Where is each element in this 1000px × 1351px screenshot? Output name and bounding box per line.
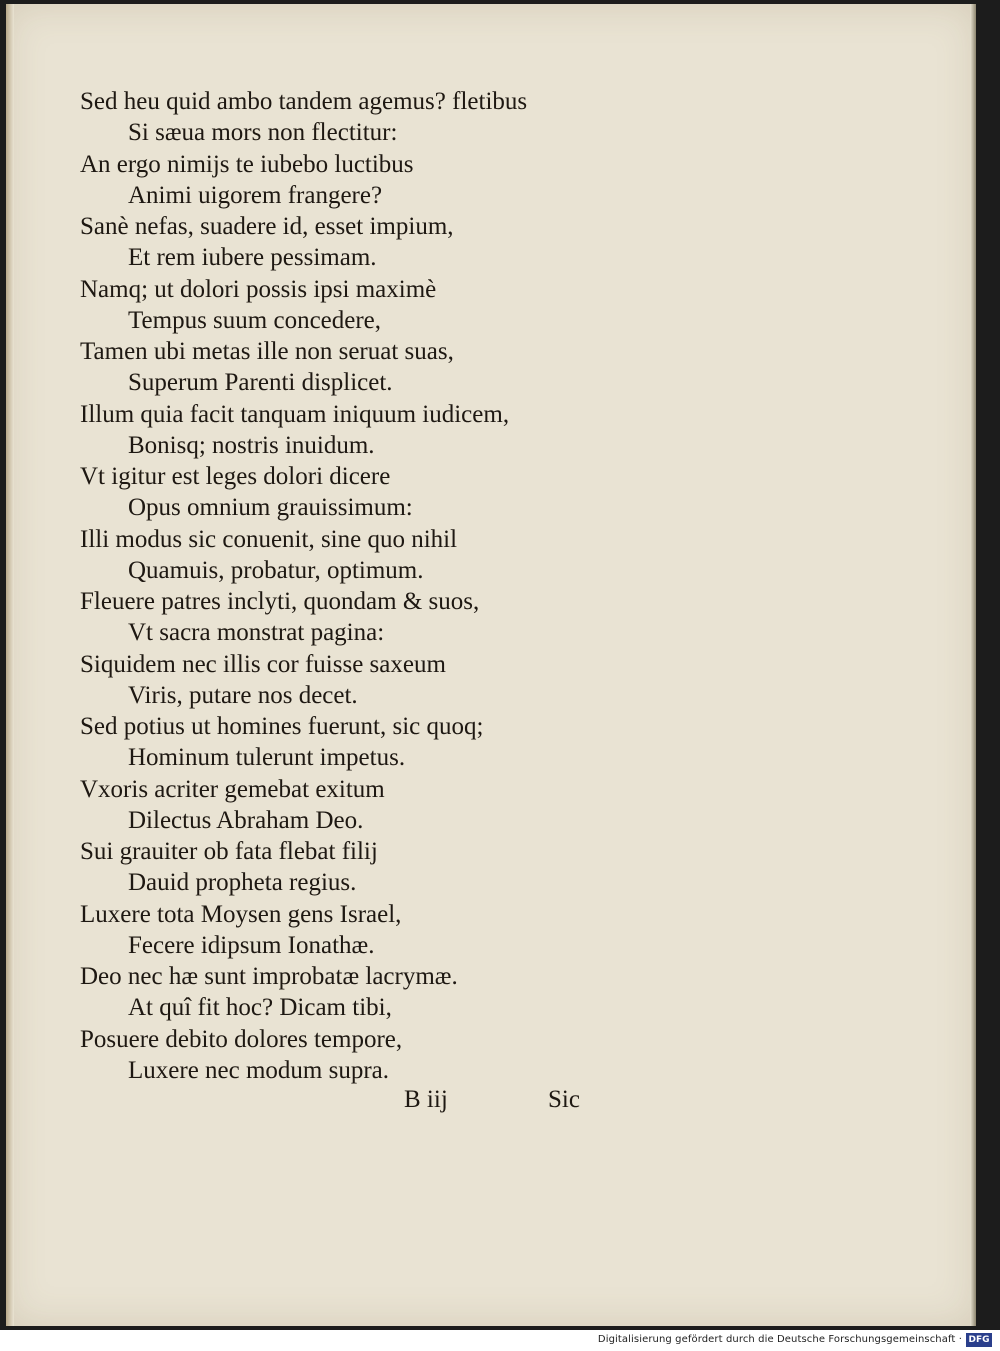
verse-line: Fecere idipsum Ionathæ.: [128, 931, 375, 959]
poem-text: [80, 86, 640, 1086]
credit-text: Digitalisierung gefördert durch die Deutsche Forschungsgemeinschaft ·: [597, 1334, 962, 1345]
verse-line: Deo nec hæ sunt improbatæ lacrymæ.: [80, 963, 458, 990]
verse-line: Sed potius ut homines fuerunt, sic quoq;: [80, 713, 484, 740]
verse-line: Namq; ut dolori possis ipsi maximè: [80, 275, 437, 303]
verse-line: At quî fit hoc? Dicam tibi,: [128, 994, 392, 1022]
verse-line: Luxere tota Moysen gens Israel,: [80, 900, 402, 928]
verse-line: Posuere debito dolores tempore,: [80, 1025, 403, 1053]
verse-line: Et rem iubere pessimam.: [128, 244, 377, 272]
verse-line: Illi modus sic conuenit, sine quo nihil: [80, 525, 458, 553]
verse-line: Si sæua mors non flectitur:: [128, 119, 398, 147]
verse-line: Sed heu quid ambo tandem agemus? fletibus: [80, 88, 528, 115]
verse-line: Dilectus Abraham Deo.: [128, 806, 364, 834]
credit-bar: [0, 1330, 1000, 1351]
verse-line: Opus omnium grauissimum:: [128, 494, 413, 522]
page-edge-shadow: [970, 4, 976, 1326]
verse-line: Superum Parenti displicet.: [128, 369, 393, 397]
page-gutter-shadow: [6, 4, 14, 1326]
verse-line: Fleuere patres inclyti, quondam & suos,: [80, 588, 480, 615]
verse-line: Sui grauiter ob fata flebat filij: [80, 838, 378, 865]
catchword: Sic: [548, 1086, 580, 1113]
verse-line: Vt igitur est leges dolori dicere: [80, 463, 391, 490]
verse-line: Sanè nefas, suadere id, esset impium,: [80, 213, 454, 240]
verse-line: Illum quia facit tanquam iniquum iudicem,: [80, 400, 510, 428]
signature-mark: B iij: [404, 1086, 448, 1113]
verse-line: Luxere nec modum supra.: [128, 1056, 390, 1084]
verse-line: Bonisq; nostris inuidum.: [128, 431, 375, 459]
verse-line: Hominum tulerunt impetus.: [128, 744, 406, 772]
verse-line: Tamen ubi metas ille non seruat suas,: [80, 338, 454, 365]
verse-line: Vt sacra monstrat pagina:: [128, 619, 385, 647]
verse-line: Tempus suum concedere,: [128, 306, 382, 334]
verse-line: Vxoris acriter gemebat exitum: [80, 775, 385, 803]
verse-line: Animi uigorem frangere?: [128, 181, 383, 209]
page-footer: [404, 1086, 604, 1118]
verse-line: Siquidem nec illis cor fuisse saxeum: [80, 650, 446, 678]
verse-line: An ergo nimijs te iubebo luctibus: [80, 150, 414, 178]
verse-line: Viris, putare nos decet.: [128, 681, 358, 709]
dfg-logo: DFG: [966, 1333, 992, 1347]
verse-line: Dauid propheta regius.: [128, 869, 357, 897]
verse-line: Quamuis, probatur, optimum.: [128, 556, 424, 584]
